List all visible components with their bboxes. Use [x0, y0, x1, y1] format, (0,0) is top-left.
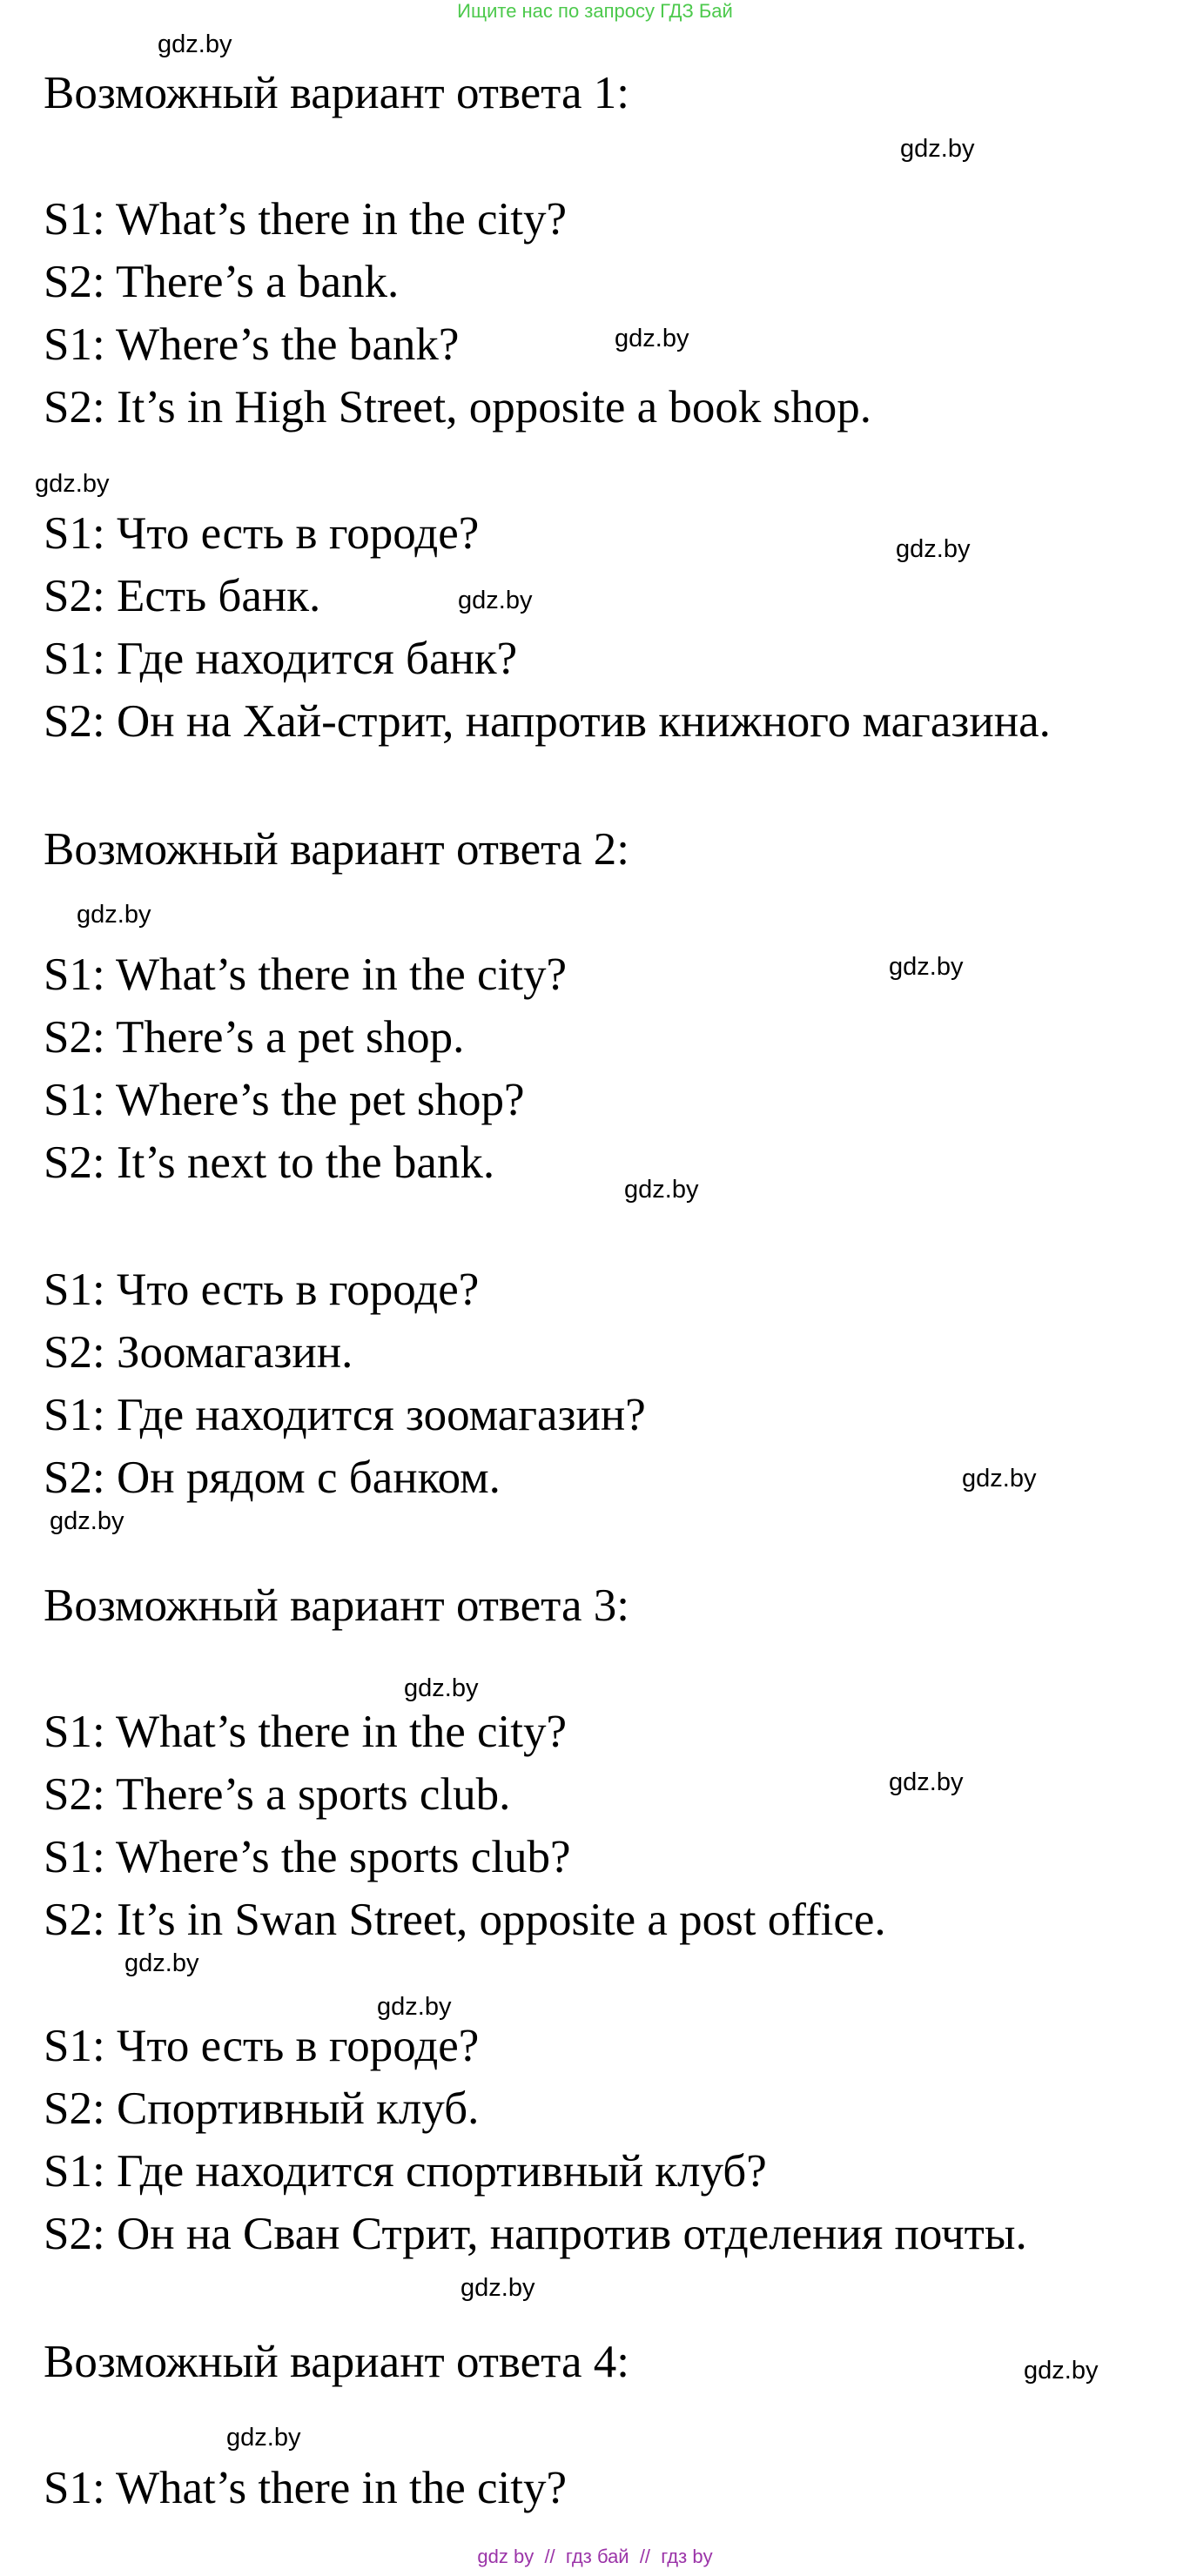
variant-3-russian-line-1: S1: Что есть в городе? [44, 2021, 480, 2071]
variant-3-russian-line-3: S1: Где находится спортивный клуб? [44, 2146, 767, 2197]
watermark-label: gdz.by [896, 535, 971, 563]
watermark-label: gdz.by [77, 901, 151, 929]
watermark-label: gdz.by [377, 1993, 452, 2021]
variant-3-english-line-1: S1: What’s there in the city? [44, 1707, 568, 1757]
variant-2-english-line-1: S1: What’s there in the city? [44, 949, 568, 1000]
variant-1-russian-line-1: S1: Что есть в городе? [44, 508, 480, 559]
watermark-label: gdz.by [962, 1465, 1037, 1493]
variant-1-english-line-4: S2: It’s in High Street, opposite a book shop. [44, 382, 872, 433]
watermark-label: gdz.by [615, 325, 689, 352]
watermark-label: gdz.by [404, 1674, 479, 1702]
variant-2-russian-line-1: S1: Что есть в городе? [44, 1265, 480, 1315]
variant-3-title: Возможный вариант ответа 3: [44, 1580, 629, 1631]
variant-2-english-line-4: S2: It’s next to the bank. [44, 1137, 495, 1188]
variant-3-english-line-2: S2: There’s a sports club. [44, 1769, 511, 1820]
watermark-label: gdz.by [50, 1507, 124, 1535]
variant-4-title: Возможный вариант ответа 4: [44, 2337, 629, 2387]
site-header-banner: Ищите нас по запросу ГДЗ Бай [457, 0, 733, 22]
watermark-label: gdz.by [35, 470, 110, 498]
variant-3-english-line-4: S2: It’s in Swan Street, opposite a post office. [44, 1895, 886, 1945]
variant-3-russian-line-4: S2: Он на Сван Стрит, напротив отделения почты. [44, 2209, 1027, 2259]
variant-1-russian-line-4: S2: Он на Хай-стрит, напротив книжного магазина. [44, 696, 1051, 747]
watermark-label: gdz.by [889, 1768, 964, 1796]
watermark-label: gdz.by [889, 953, 964, 981]
variant-1-russian-line-3: S1: Где находится банк? [44, 634, 518, 684]
variant-1-title: Возможный вариант ответа 1: [44, 68, 629, 118]
variant-2-russian-line-4: S2: Он рядом с банком. [44, 1452, 501, 1503]
watermark-label: gdz.by [900, 135, 975, 163]
watermark-label: gdz.by [624, 1176, 699, 1204]
variant-1-russian-line-2: S2: Есть банк. [44, 571, 321, 621]
variant-1-english-line-2: S2: There’s a bank. [44, 257, 400, 307]
variant-1-english-line-3: S1: Where’s the bank? [44, 319, 460, 370]
variant-2-title: Возможный вариант ответа 2: [44, 824, 629, 875]
variant-2-english-line-3: S1: Where’s the pet shop? [44, 1075, 525, 1125]
watermark-label: gdz.by [158, 30, 232, 58]
variant-2-russian-line-2: S2: Зоомагазин. [44, 1327, 353, 1378]
variant-3-russian-line-2: S2: Спортивный клуб. [44, 2083, 480, 2134]
watermark-label: gdz.by [124, 1949, 199, 1977]
site-footer-banner: gdz by // гдз бай // гдз by [477, 2546, 713, 2567]
variant-2-english-line-2: S2: There’s a pet shop. [44, 1012, 465, 1063]
watermark-label: gdz.by [458, 587, 533, 614]
watermark-label: gdz.by [1024, 2357, 1099, 2385]
watermark-label: gdz.by [461, 2274, 535, 2302]
watermark-label: gdz.by [226, 2424, 301, 2452]
variant-2-russian-line-3: S1: Где находится зоомагазин? [44, 1390, 646, 1440]
variant-4-english-line-1: S1: What’s there in the city? [44, 2463, 568, 2513]
variant-1-english-line-1: S1: What’s there in the city? [44, 194, 568, 245]
variant-3-english-line-3: S1: Where’s the sports club? [44, 1832, 571, 1882]
